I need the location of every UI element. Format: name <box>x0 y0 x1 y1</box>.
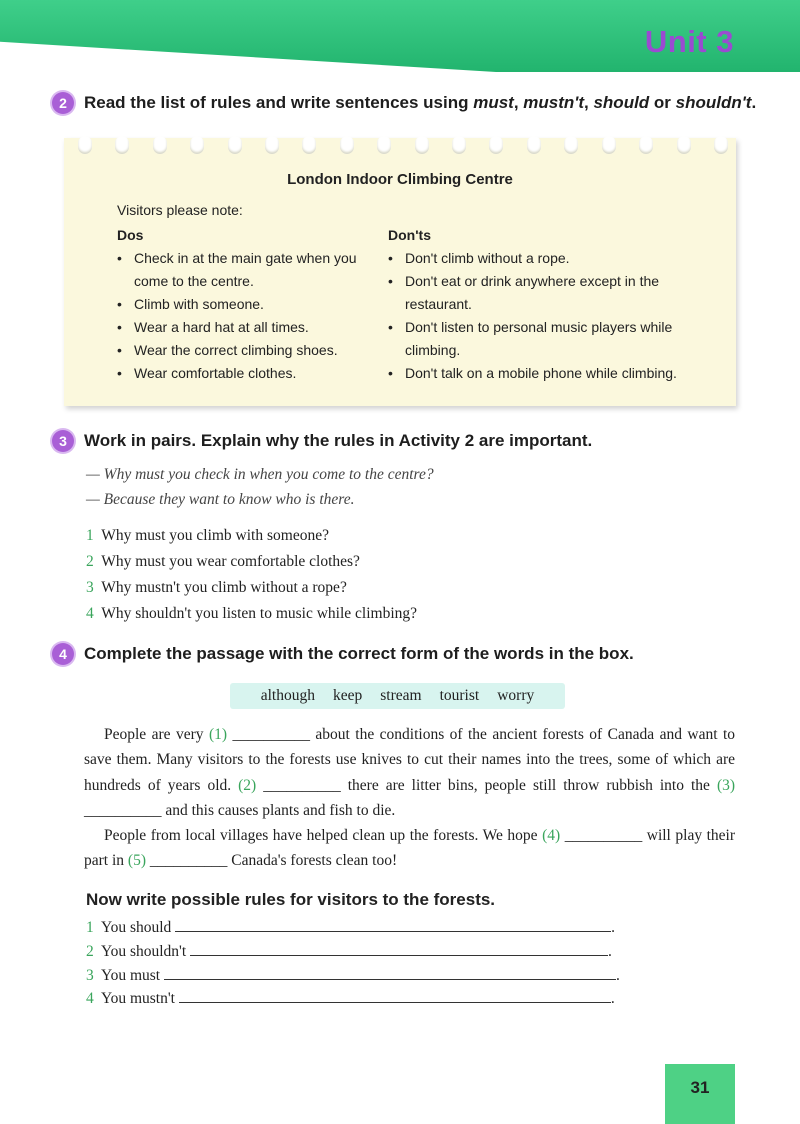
list-item: • Wear a hard hat at all times. <box>117 316 375 339</box>
list-item: • Don't talk on a mobile phone while climbing. <box>388 362 698 385</box>
question-item: 4 Why shouldn't you listen to music while climbing? <box>86 605 418 622</box>
activity-3-instruction: Work in pairs. Explain why the rules in Activity 2 are important. <box>84 431 593 450</box>
blank-5[interactable]: __________ <box>145 852 232 870</box>
write-line: 2 You shouldn't . <box>86 943 612 960</box>
word-option: although <box>260 687 315 704</box>
rules-notepaper <box>64 138 736 406</box>
word-box <box>230 683 565 709</box>
activity-number-badge: 3 <box>52 430 74 452</box>
blank-2[interactable]: __________ <box>256 776 348 794</box>
note-subtitle: Visitors please note: <box>117 202 243 218</box>
activity-4-instruction: Complete the passage with the correct form of the words in the box. <box>84 644 634 663</box>
list-item: • Check in at the main gate when you come to the centre. <box>117 247 375 293</box>
binder-holes <box>78 136 728 154</box>
answer-line[interactable] <box>179 988 611 1003</box>
dos-column <box>117 227 375 385</box>
note-title: London Indoor Climbing Centre <box>287 171 513 188</box>
question-item: 2 Why must you wear comfortable clothes? <box>86 553 360 570</box>
answer-line[interactable] <box>190 941 608 956</box>
donts-heading: Don'ts <box>388 227 431 243</box>
blank-1[interactable]: __________ <box>227 726 316 743</box>
list-item: • Don't eat or drink anywhere except in the restaurant. <box>388 270 698 316</box>
question-item: 1 Why must you climb with someone? <box>86 527 329 544</box>
activity-2-heading <box>52 92 756 114</box>
word-option: tourist <box>439 687 480 704</box>
passage-paragraph: People are very (1) __________ about the conditions of the ancient forests of Canada and want to save them. Many visitors to the forests use knives to cut their names into the trees, some of which are hundreds of years old. (2) __________ there are litter bins, people still throw rubbish into the (3) __________ and this causes plants and fish to die. <box>84 726 736 819</box>
page-number: 31 <box>665 1064 735 1124</box>
activity-2-instruction: Read the list of rules and write sentences using must, mustn't, should or shouldn't. <box>84 93 757 112</box>
passage-paragraph: People from local villages have helped clean up the forests. We hope (4) __________ will play their part in (5) __________ Canada's forests clean too! <box>84 827 736 870</box>
word-option: stream <box>380 687 422 704</box>
answer-line[interactable] <box>164 965 616 980</box>
word-option: keep <box>333 687 363 704</box>
dialogue-line: — Why must you check in when you come to the centre? <box>86 466 434 483</box>
blank-3[interactable]: __________ <box>84 801 166 819</box>
activity-4-heading <box>52 643 634 665</box>
activity-number-badge: 4 <box>52 643 74 665</box>
list-item: • Wear the correct climbing shoes. <box>117 339 375 362</box>
passage <box>84 722 735 874</box>
write-line: 4 You mustn't . <box>86 990 615 1007</box>
dos-heading: Dos <box>117 227 144 243</box>
activity-number-badge: 2 <box>52 92 74 114</box>
list-item: • Wear comfortable clothes. <box>117 362 375 385</box>
blank-4[interactable]: __________ <box>560 827 647 845</box>
word-option: worry <box>497 687 535 704</box>
dialogue-line: — Because they want to know who is there. <box>86 491 355 508</box>
activity-3-heading <box>52 430 592 452</box>
write-line: 1 You should . <box>86 919 616 936</box>
list-item: • Don't listen to personal music players while climbing. <box>388 316 698 362</box>
unit-title: Unit 3 <box>644 24 734 59</box>
answer-line[interactable] <box>175 917 611 932</box>
question-item: 3 Why mustn't you climb without a rope? <box>86 579 347 596</box>
donts-column <box>388 227 698 385</box>
write-rules-heading: Now write possible rules for visitors to the forests. <box>86 890 496 909</box>
write-line: 3 You must . <box>86 967 620 984</box>
list-item: • Don't climb without a rope. <box>388 247 698 270</box>
list-item: • Climb with someone. <box>117 293 375 316</box>
